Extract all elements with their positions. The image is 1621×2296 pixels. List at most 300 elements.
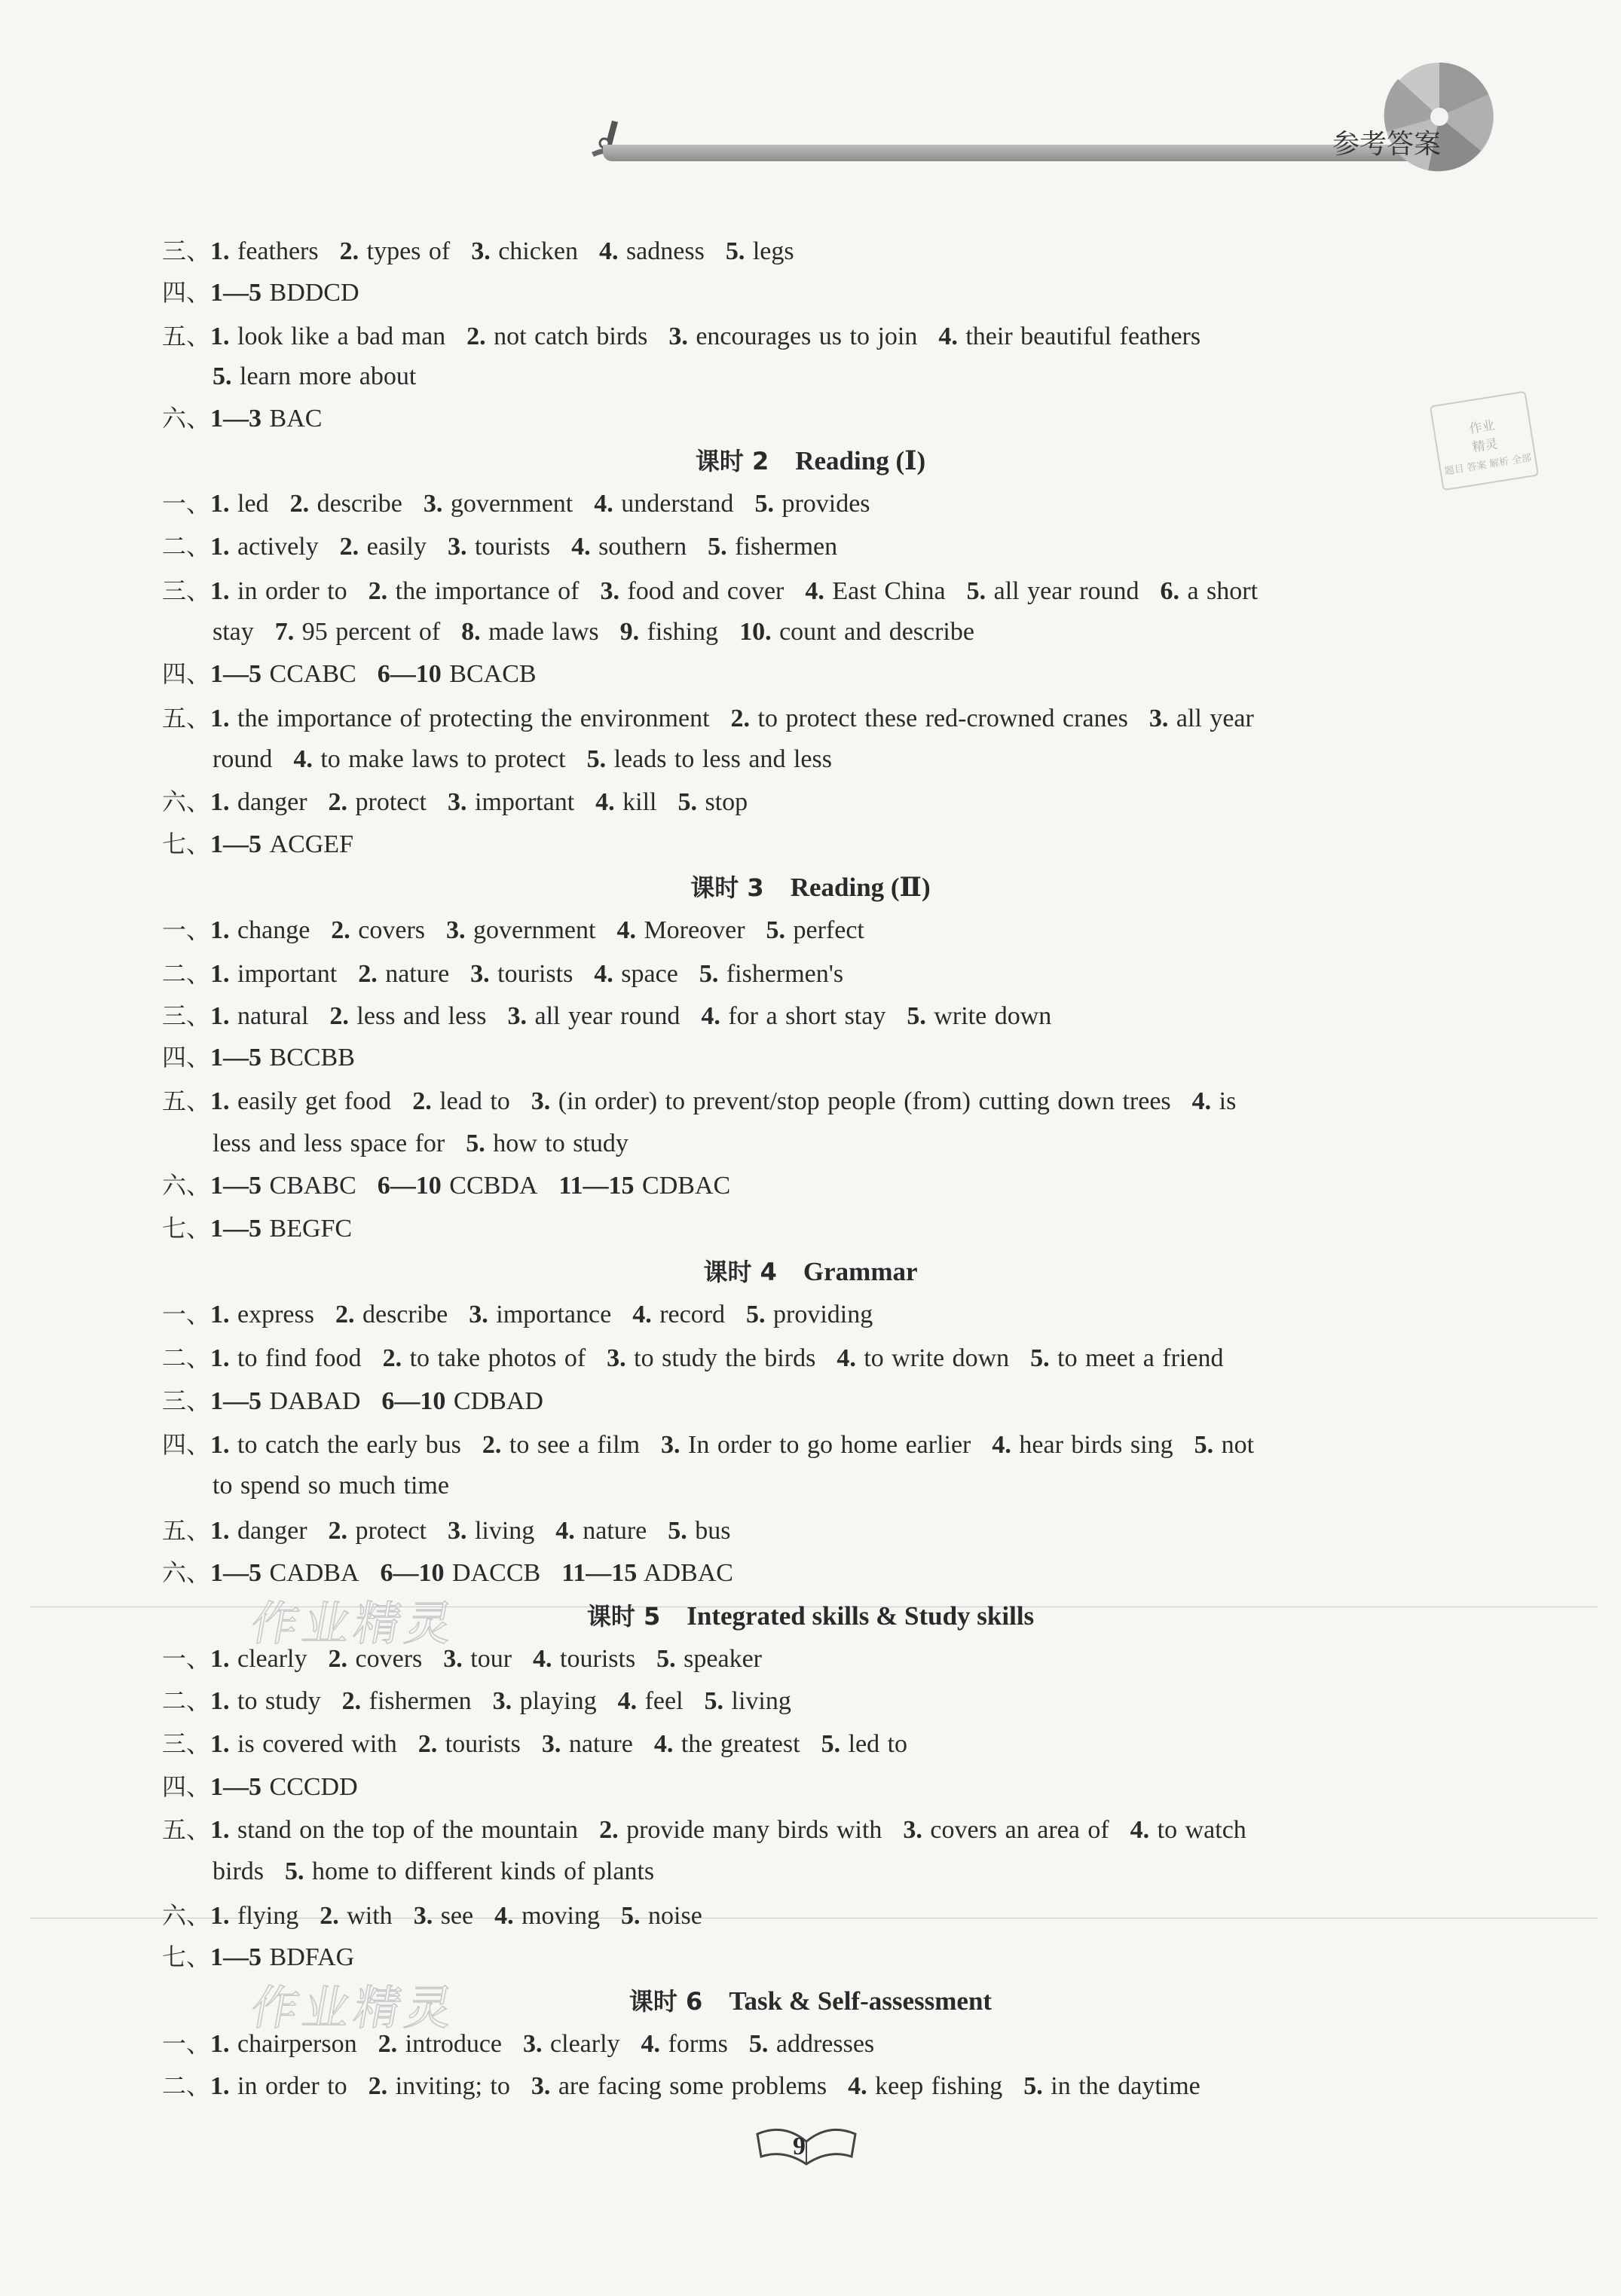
question-number: 1.: [210, 1087, 230, 1115]
page-number-text: 9: [793, 2132, 806, 2160]
answer-text: chicken: [498, 237, 578, 265]
answer-text: to write down: [864, 1344, 1010, 1372]
answer-text: the importance of: [395, 577, 580, 605]
answer-line: [162, 1894, 1458, 1937]
section-marker: 四、: [162, 1043, 211, 1072]
section-marker: 五、: [162, 1516, 211, 1545]
answer-text: fishermen's: [726, 960, 844, 988]
answer-line: [162, 1936, 1458, 1978]
question-number: 3.: [541, 1730, 561, 1758]
answer-line: [162, 697, 1458, 739]
section-marker: 五、: [162, 322, 211, 350]
answer-text: providing: [773, 1301, 873, 1328]
answer-line: [162, 271, 1458, 313]
question-number: 1.: [210, 577, 230, 605]
question-number: 1.: [210, 490, 230, 518]
section-marker: 二、: [162, 532, 211, 561]
answer-text: provides: [781, 490, 870, 518]
answer-line: [162, 1380, 1458, 1422]
answer-line: [162, 315, 1458, 357]
question-number: 3.: [447, 1517, 467, 1545]
question-number: 1.: [210, 916, 230, 944]
answer-text: important: [237, 960, 338, 988]
question-number: 5.: [748, 2030, 769, 2058]
section-marker: 五、: [162, 1087, 211, 1115]
answer-line: [162, 1080, 1458, 1122]
section-marker: 七、: [162, 1943, 211, 1971]
question-number: 3.: [471, 237, 491, 265]
answer-text: ACGEF: [269, 830, 353, 858]
answer-text: perfect: [793, 916, 864, 944]
question-number: 4.: [1130, 1816, 1150, 1844]
answer-text: round: [213, 745, 273, 773]
answer-text: keep fishing: [875, 2072, 1003, 2100]
question-number: 3.: [492, 1687, 512, 1715]
question-number: 1.: [210, 237, 230, 265]
question-number: 9.: [619, 618, 640, 646]
answer-text: types of: [366, 237, 451, 265]
question-number: 3.: [668, 323, 688, 350]
question-number: 3.: [413, 1902, 433, 1930]
answer-line: [162, 653, 1458, 695]
question-number: 4.: [992, 1431, 1011, 1459]
question-number: 2.: [341, 1687, 362, 1715]
answer-text: to find food: [237, 1344, 362, 1372]
answer-line: [162, 1723, 1458, 1765]
question-number: 2.: [730, 705, 751, 732]
answer-text: stand on the top of the mountain: [237, 1816, 579, 1844]
question-number: 5.: [1023, 2072, 1043, 2100]
answer-line: [162, 1766, 1458, 1808]
answer-text: BAC: [269, 405, 323, 433]
section-marker: 三、: [162, 576, 211, 605]
answer-text: led: [237, 490, 269, 518]
answer-text: living: [731, 1687, 791, 1715]
answer-line: [162, 823, 1458, 865]
question-number: 3.: [446, 916, 466, 944]
question-number: 3.: [447, 788, 467, 816]
answer-text: with: [347, 1902, 393, 1930]
question-number: 2.: [331, 916, 350, 944]
question-number: 5.: [1194, 1431, 1214, 1459]
answer-text: living: [474, 1517, 535, 1545]
stamp-line: 精灵: [1471, 436, 1499, 456]
answer-line: [162, 397, 1458, 439]
answer-text: CDBAD: [453, 1387, 543, 1415]
question-number: 2.: [599, 1816, 619, 1844]
question-number: 5.: [907, 1002, 926, 1030]
question-number: 11—15: [561, 1559, 638, 1587]
answer-text: natural: [237, 1002, 309, 1030]
section-marker: 三、: [162, 237, 211, 265]
answer-text: moving: [521, 1902, 601, 1930]
question-number: 2.: [329, 1002, 349, 1030]
lesson-title: Integrated skills & Study skills: [687, 1601, 1035, 1631]
answer-text: made laws: [488, 618, 599, 646]
question-number: 1.: [210, 1645, 230, 1673]
answer-text: describe: [317, 490, 402, 518]
answer-text: chairperson: [237, 2030, 357, 2058]
answer-text: the greatest: [681, 1730, 800, 1758]
answer-text: clearly: [550, 2030, 620, 2058]
section-marker: 四、: [162, 659, 211, 688]
question-number: 2.: [328, 1645, 348, 1673]
lesson-heading: [0, 440, 1621, 482]
answer-text: addresses: [775, 2030, 875, 2058]
question-number: 2.: [417, 1730, 438, 1758]
answer-text: speaker: [684, 1645, 762, 1673]
question-number: 5.: [656, 1645, 676, 1673]
question-number: 3.: [903, 1816, 922, 1844]
answer-text: express: [237, 1301, 314, 1328]
answer-text: importance: [496, 1301, 612, 1328]
answer-line-continued: [213, 738, 1509, 781]
question-number: 3.: [523, 2030, 543, 2058]
answer-text: write down: [934, 1002, 1052, 1030]
answer-text: describe: [362, 1301, 448, 1328]
question-number: 2.: [466, 323, 486, 350]
section-marker: 一、: [162, 916, 211, 944]
section-marker: 四、: [162, 278, 211, 307]
answer-line: [162, 1337, 1458, 1379]
question-number: 1—5: [210, 1773, 262, 1801]
answer-line-continued: [213, 1465, 1509, 1507]
answer-line: [162, 2022, 1458, 2065]
question-number: 4.: [617, 1687, 638, 1715]
question-number: 1.: [210, 323, 230, 350]
answer-text: tourists: [445, 1730, 521, 1758]
answer-line: [162, 570, 1458, 612]
section-marker: 三、: [162, 1729, 211, 1758]
question-number: 1.: [210, 2030, 230, 2058]
answer-text: in the daytime: [1051, 2072, 1200, 2100]
answer-line: [162, 2065, 1458, 2107]
answer-text: to take photos of: [409, 1344, 586, 1372]
question-number: 1.: [210, 788, 230, 816]
section-marker: 二、: [162, 2071, 211, 2100]
section-marker: 六、: [162, 787, 211, 816]
question-number: 3.: [469, 1301, 488, 1328]
lesson-heading: [0, 1595, 1621, 1637]
lesson-heading: [0, 867, 1621, 909]
answer-text: DABAD: [269, 1387, 361, 1415]
question-number: 5.: [708, 533, 727, 561]
question-number: 5.: [621, 1902, 641, 1930]
question-number: 4.: [571, 533, 591, 561]
answer-text: East China: [832, 577, 946, 605]
answer-line: [162, 1552, 1458, 1594]
question-number: 4.: [616, 916, 636, 944]
answer-text: understand: [621, 490, 734, 518]
answer-line: [162, 1808, 1458, 1851]
question-number: 4.: [836, 1344, 856, 1372]
answer-text: to protect these red-crowned cranes: [757, 705, 1128, 732]
answer-text: covers an area of: [930, 1816, 1109, 1844]
lesson-title: Task & Self-assessment: [729, 1986, 992, 2016]
question-number: 2.: [339, 533, 359, 561]
question-number: 3.: [661, 1431, 681, 1459]
section-marker: 一、: [162, 489, 211, 518]
question-number: 1.: [210, 1902, 230, 1930]
question-number: 7.: [274, 618, 295, 646]
answer-text: flying: [237, 1902, 299, 1930]
question-number: 4.: [848, 2072, 867, 2100]
question-number: 4.: [594, 960, 613, 988]
question-number: 4.: [494, 1902, 514, 1930]
lesson-number: 课时 6: [629, 1987, 703, 2016]
answer-text: leads to less and less: [613, 745, 832, 773]
answer-text: to meet a friend: [1057, 1344, 1224, 1372]
answer-text: fishermen: [735, 533, 838, 561]
question-number: 5.: [466, 1130, 485, 1157]
answer-text: danger: [237, 1517, 307, 1545]
question-number: 3.: [607, 1344, 626, 1372]
question-number: 1.: [210, 1687, 230, 1715]
question-number: 2.: [382, 1344, 402, 1372]
question-number: 1—5: [210, 660, 262, 688]
answer-text: BCACB: [449, 660, 537, 688]
question-number: 1—5: [210, 1387, 262, 1415]
answer-line-continued: [213, 611, 1509, 653]
answer-text: in order to: [237, 577, 347, 605]
question-number: 5.: [821, 1730, 841, 1758]
answer-line: [162, 1423, 1458, 1466]
question-number: 10.: [739, 618, 772, 646]
answer-text: CADBA: [269, 1559, 359, 1587]
question-number: 1—5: [210, 1044, 262, 1072]
question-number: 3.: [1148, 705, 1169, 732]
section-marker: 一、: [162, 2029, 211, 2058]
answer-text: kill: [622, 788, 657, 816]
answer-text: feathers: [237, 237, 319, 265]
answer-text: all year round: [534, 1002, 681, 1030]
answer-text: to watch: [1157, 1816, 1246, 1844]
answer-text: (in order) to prevent/stop people (from) cutting down trees: [558, 1087, 1171, 1115]
watermark: 作业精灵: [246, 1596, 462, 1651]
answer-text: space: [621, 960, 678, 988]
answer-text: provide many birds with: [626, 1816, 882, 1844]
answer-line: [162, 1637, 1458, 1680]
answer-text: less and less: [356, 1002, 487, 1030]
question-number: 2.: [378, 2030, 398, 2058]
section-marker: 五、: [162, 704, 211, 732]
question-number: 2.: [358, 960, 378, 988]
answer-text: CCCDD: [269, 1773, 358, 1801]
section-marker: 六、: [162, 1901, 211, 1930]
answer-text: count and describe: [779, 618, 974, 646]
question-number: 3.: [447, 533, 467, 561]
answer-text: CBABC: [269, 1172, 356, 1200]
section-marker: 三、: [162, 1001, 211, 1030]
question-number: 2.: [289, 490, 310, 518]
answer-text: CCABC: [269, 660, 356, 688]
answer-text: important: [474, 788, 575, 816]
section-marker: 七、: [162, 830, 211, 858]
answer-text: BDFAG: [269, 1943, 355, 1971]
section-marker: 六、: [162, 404, 211, 433]
answer-text: for a short stay: [728, 1002, 886, 1030]
section-marker: 六、: [162, 1171, 211, 1200]
question-number: 5.: [213, 362, 232, 390]
answer-text: is: [1219, 1087, 1237, 1115]
question-number: 3.: [600, 577, 619, 605]
answer-text: in order to: [237, 2072, 347, 2100]
answer-text: ADBAC: [643, 1559, 733, 1587]
answer-line-continued: [213, 356, 1509, 398]
answer-line: [162, 1207, 1458, 1249]
question-number: 6—10: [377, 1172, 442, 1200]
question-number: 5.: [746, 1301, 766, 1328]
answer-text: BCCBB: [269, 1044, 355, 1072]
answer-text: stop: [705, 788, 748, 816]
answer-text: legs: [752, 237, 794, 265]
question-number: 1—5: [210, 279, 262, 307]
answer-text: tourists: [560, 1645, 636, 1673]
question-number: 4.: [293, 745, 313, 773]
lesson-number: 课时 2: [695, 447, 769, 475]
answer-text: tour: [470, 1645, 512, 1673]
answer-text: home to different kinds of plants: [312, 1857, 655, 1885]
answer-text: noise: [648, 1902, 702, 1930]
answer-line: [162, 1164, 1458, 1206]
question-number: 4.: [595, 788, 615, 816]
question-number: 4.: [653, 1730, 674, 1758]
question-number: 4.: [641, 2030, 661, 2058]
question-number: 3.: [443, 1645, 463, 1673]
answer-line: [162, 1680, 1458, 1722]
answer-line-continued: [213, 1123, 1509, 1165]
answer-text: all year: [1176, 705, 1254, 732]
answer-text: CCBDA: [449, 1172, 538, 1200]
answer-text: clearly: [237, 1645, 307, 1673]
question-number: 6—10: [381, 1387, 446, 1415]
answer-text: feel: [644, 1687, 684, 1715]
section-marker: 二、: [162, 1344, 211, 1372]
answer-text: tourists: [474, 533, 551, 561]
question-number: 2.: [328, 1517, 348, 1545]
question-number: 4.: [805, 577, 824, 605]
question-number: 5.: [699, 960, 719, 988]
lesson-number: 课时 4: [703, 1258, 777, 1286]
question-number: 2.: [368, 577, 388, 605]
question-number: 2.: [368, 2072, 388, 2100]
question-number: 3.: [423, 490, 443, 518]
answer-line: [162, 1293, 1458, 1335]
answer-line: [162, 1509, 1458, 1552]
section-marker: 四、: [162, 1772, 211, 1801]
section-marker: 六、: [162, 1558, 211, 1587]
answer-line: [162, 1036, 1458, 1078]
answer-text: are facing some problems: [558, 2072, 827, 2100]
answer-text: to see a film: [509, 1431, 641, 1459]
answer-text: lead to: [439, 1087, 510, 1115]
answer-text: see: [440, 1902, 474, 1930]
question-number: 1—3: [210, 405, 262, 433]
answer-text: food and cover: [627, 577, 785, 605]
question-number: 5.: [586, 745, 607, 773]
question-number: 4.: [701, 1002, 720, 1030]
answer-text: sadness: [625, 237, 705, 265]
question-number: 1—5: [210, 830, 262, 858]
lesson-number: 课时 3: [690, 873, 764, 902]
section-marker: 二、: [162, 1686, 211, 1715]
answer-text: to catch the early bus: [237, 1431, 461, 1459]
question-number: 1—5: [210, 1559, 262, 1587]
lesson-heading: [0, 1980, 1621, 2022]
question-number: 4.: [594, 490, 613, 518]
answer-text: learn more about: [240, 362, 417, 390]
answer-text: BDDCD: [269, 279, 359, 307]
answer-text: to study the birds: [634, 1344, 816, 1372]
answer-text: actively: [237, 533, 319, 561]
page-header: [0, 0, 1621, 196]
question-number: 1—5: [210, 1943, 262, 1971]
question-number: 4.: [632, 1301, 652, 1328]
answer-text: nature: [385, 960, 450, 988]
answer-text: less and less space for: [213, 1130, 445, 1157]
answer-text: easily: [366, 533, 427, 561]
answer-text: playing: [519, 1687, 597, 1715]
answer-text: covers: [355, 1645, 423, 1673]
question-number: 3.: [507, 1002, 528, 1030]
answer-text: to study: [237, 1687, 321, 1715]
answer-line: [162, 525, 1458, 567]
question-number: 1.: [210, 1816, 230, 1844]
question-number: 1.: [210, 2072, 230, 2100]
question-number: 2.: [328, 788, 348, 816]
answer-text: BEGFC: [269, 1215, 353, 1243]
lesson-title: Reading (Ⅱ): [790, 873, 931, 902]
answer-text: government: [473, 916, 596, 944]
section-marker: 一、: [162, 1644, 211, 1673]
answer-text: fishing: [647, 618, 719, 646]
answer-text: inviting; to: [395, 2072, 510, 2100]
question-number: 5.: [754, 490, 774, 518]
question-number: 5.: [725, 237, 745, 265]
answer-line: [162, 781, 1458, 823]
answer-text: led to: [848, 1730, 908, 1758]
answer-text: nature: [568, 1730, 633, 1758]
section-marker: 二、: [162, 959, 211, 988]
question-number: 1—5: [210, 1215, 262, 1243]
answer-text: hear birds sing: [1019, 1431, 1173, 1459]
question-number: 4.: [533, 1645, 552, 1673]
section-marker: 五、: [162, 1815, 211, 1844]
answer-text: southern: [598, 533, 687, 561]
section-marker: 四、: [162, 1430, 211, 1459]
answer-text: tourists: [497, 960, 573, 988]
answer-text: to spend so much time: [213, 1472, 449, 1500]
answer-text: not catch birds: [494, 323, 648, 350]
answer-text: how to study: [493, 1130, 629, 1157]
question-number: 6.: [1160, 577, 1179, 605]
answer-text: record: [659, 1301, 726, 1328]
answer-text: nature: [583, 1517, 647, 1545]
answer-text: covers: [358, 916, 426, 944]
section-marker: 一、: [162, 1300, 211, 1328]
answer-text: DACCB: [452, 1559, 541, 1587]
answer-text: CDBAC: [642, 1172, 731, 1200]
question-number: 4.: [1191, 1087, 1212, 1115]
question-number: 1.: [210, 1431, 230, 1459]
answer-text: is covered with: [237, 1730, 397, 1758]
answer-text: forms: [668, 2030, 728, 2058]
question-number: 1.: [210, 705, 230, 732]
lesson-number: 课时 5: [586, 1602, 661, 1631]
question-number: 3.: [531, 1087, 551, 1115]
answer-text: 95 percent of: [301, 618, 441, 646]
answer-text: change: [237, 916, 310, 944]
